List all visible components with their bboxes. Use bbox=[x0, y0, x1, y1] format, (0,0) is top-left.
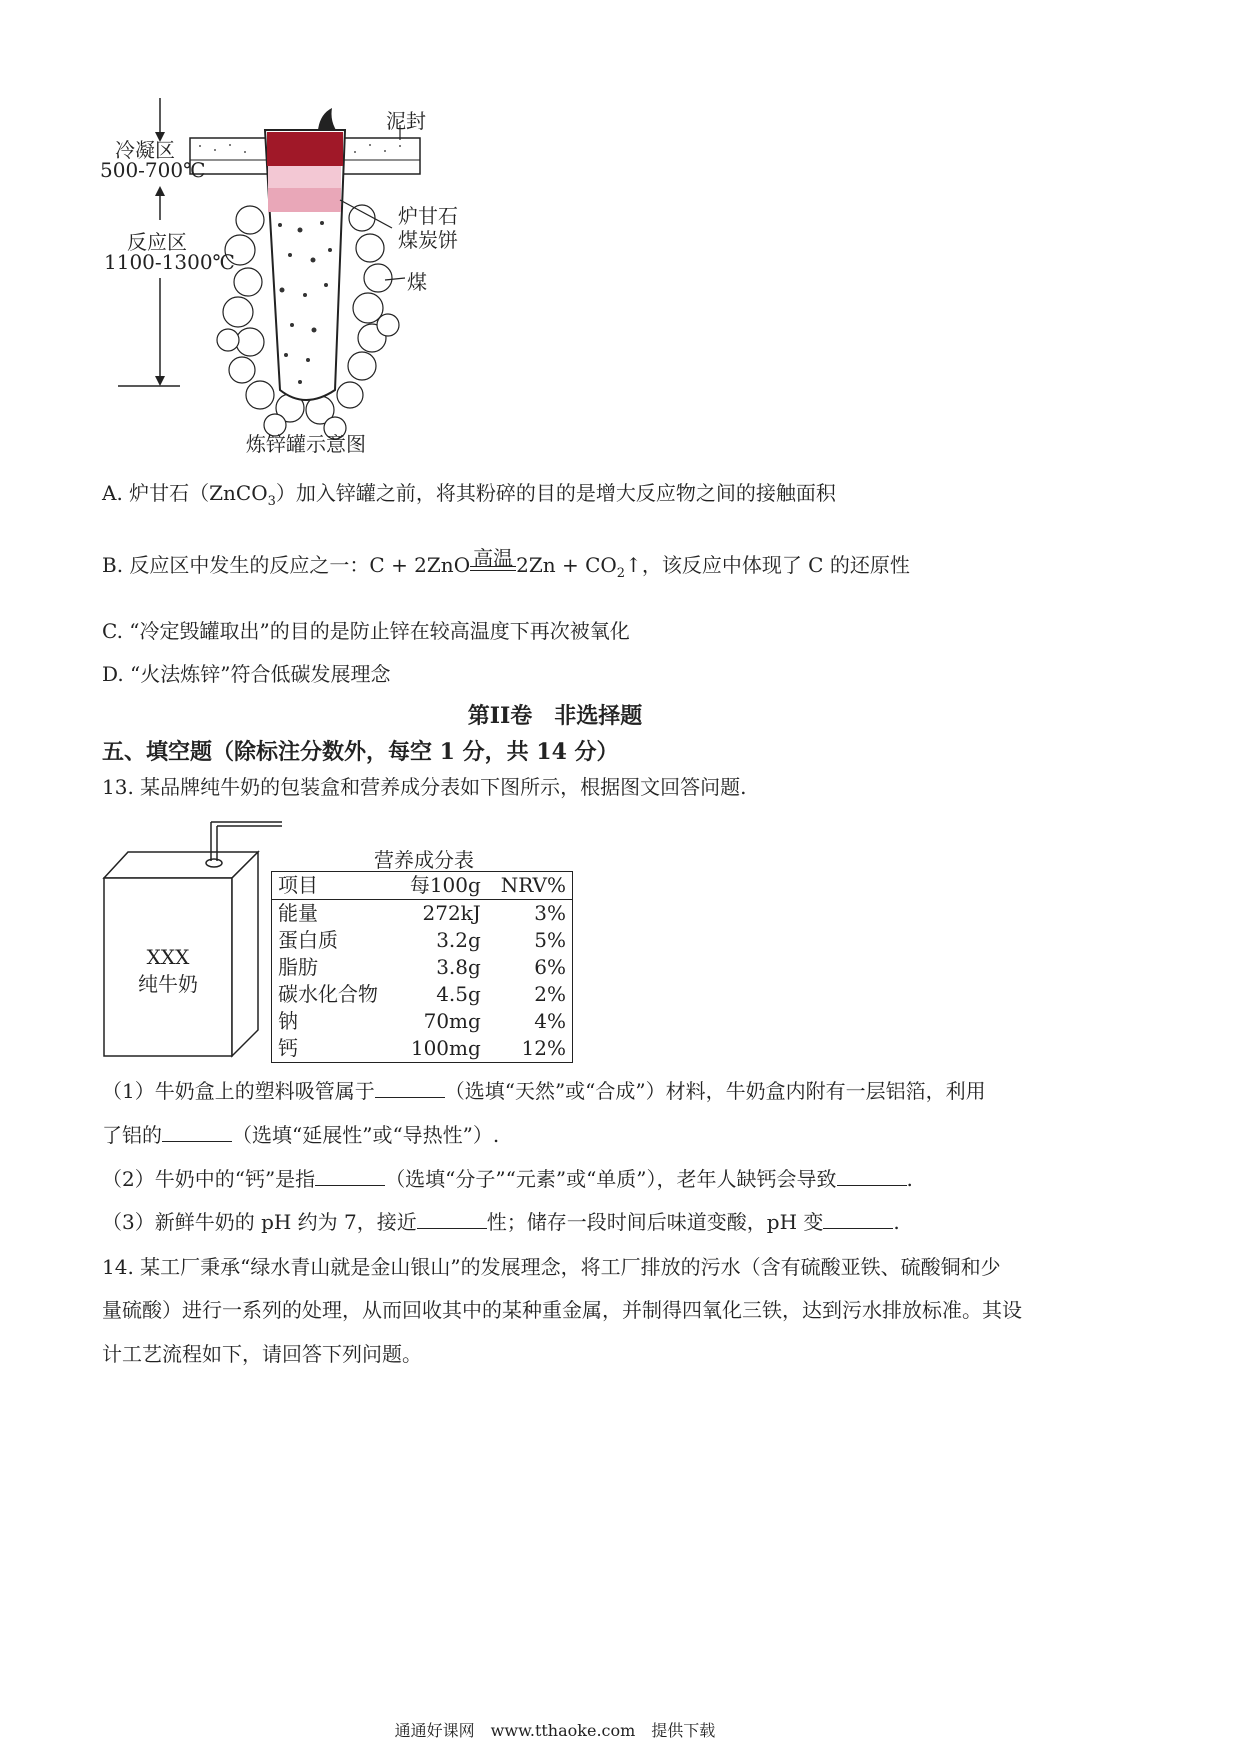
table-row bbox=[272, 954, 572, 981]
table-row bbox=[272, 900, 572, 927]
option-d: D. “火法炼锌”符合低碳发展理念 bbox=[102, 662, 391, 686]
answer-blank[interactable] bbox=[837, 1167, 907, 1186]
row-name: 碳水化合物 bbox=[278, 982, 378, 1006]
q14-line1: 14. 某工厂秉承“绿水青山就是金山银山”的发展理念，将工厂排放的污水（含有硫酸亚铁、硫酸铜和少 bbox=[102, 1255, 1001, 1279]
label-coal: 煤 bbox=[407, 270, 427, 294]
label-ore: 炉甘石 bbox=[398, 204, 458, 228]
row-nrv: 5% bbox=[534, 928, 566, 952]
label-seal: 泥封 bbox=[386, 109, 426, 133]
nutrition-table bbox=[271, 871, 573, 1063]
q13-part3: （3）新鲜牛奶的 pH 约为 7，接近 性；储存一段时间后味道变酸，pH 变 . bbox=[102, 1210, 900, 1234]
row-name: 蛋白质 bbox=[278, 928, 338, 952]
row-nrv: 6% bbox=[534, 955, 566, 979]
row-per100g: 100mg bbox=[410, 1036, 481, 1060]
answer-blank[interactable] bbox=[823, 1210, 893, 1229]
table-row bbox=[272, 981, 572, 1008]
label-condense-temp: 500-700℃ bbox=[100, 158, 206, 182]
row-per100g: 70mg bbox=[423, 1009, 481, 1033]
q14-line2: 量硫酸）进行一系列的处理，从而回收其中的某种重金属，并制得四氧化三铁，达到污水排放标准。其设 bbox=[102, 1298, 1022, 1322]
section-title: 第II卷 非选择题 bbox=[467, 703, 643, 729]
table-header-row bbox=[272, 872, 572, 900]
row-per100g: 3.2g bbox=[436, 928, 481, 952]
table-row bbox=[272, 1035, 572, 1062]
label-reaction-temp: 1100-1300℃ bbox=[104, 250, 235, 274]
reaction-condition: 高温 bbox=[473, 546, 514, 570]
q14-line3: 计工艺流程如下，请回答下列问题。 bbox=[102, 1342, 422, 1366]
answer-blank[interactable] bbox=[375, 1079, 445, 1098]
header-nrv: NRV% bbox=[500, 873, 566, 897]
q13-part2: （2）牛奶中的“钙”是指 （选填“分子”“元素”或“单质”），老年人缺钙会导致 . bbox=[102, 1167, 913, 1191]
answer-blank[interactable] bbox=[315, 1167, 385, 1186]
q13-part1-line2: 了铝的 （选填“延展性”或“导热性”）. bbox=[102, 1123, 500, 1147]
figure-caption: 炼锌罐示意图 bbox=[246, 432, 366, 456]
option-c: C. “冷定毁罐取出”的目的是防止锌在较高温度下再次被氧化 bbox=[102, 619, 630, 643]
page-footer: 通通好课网 www.tthaoke.com 提供下载 bbox=[394, 1721, 716, 1740]
row-per100g: 4.5g bbox=[436, 982, 481, 1006]
row-nrv: 2% bbox=[534, 982, 566, 1006]
row-nrv: 4% bbox=[534, 1009, 566, 1033]
row-name: 脂肪 bbox=[278, 955, 318, 979]
header-per100g: 每100g bbox=[409, 873, 481, 897]
row-per100g: 272kJ bbox=[422, 901, 481, 925]
answer-blank[interactable] bbox=[417, 1210, 487, 1229]
row-name: 钙 bbox=[278, 1036, 298, 1060]
option-b: B. 反应区中发生的反应之一：C + 2ZnO 高温 $2Zn + CO_2↑$，该反应中体现了 C 的还原性 bbox=[102, 546, 910, 581]
label-condense-zone: 冷凝区 bbox=[115, 138, 175, 162]
milk-carton bbox=[100, 818, 290, 1063]
carton-product: 纯牛奶 bbox=[138, 972, 198, 996]
q13-part1-line1: （1）牛奶盒上的塑料吸管属于 （选填“天然”或“合成”）材料，牛奶盒内附有一层铝箔，利用 bbox=[102, 1079, 986, 1103]
row-nrv: 12% bbox=[521, 1036, 566, 1060]
label-coal-cake: 煤炭饼 bbox=[398, 228, 458, 252]
header-item: 项目 bbox=[278, 873, 318, 897]
row-name: 能量 bbox=[278, 901, 318, 925]
row-per100g: 3.8g bbox=[436, 955, 481, 979]
q13-stem: 13. 某品牌纯牛奶的包装盒和营养成分表如下图所示，根据图文回答问题. bbox=[102, 775, 747, 799]
answer-blank[interactable] bbox=[162, 1123, 232, 1142]
row-name: 钠 bbox=[278, 1009, 298, 1033]
label-reaction-zone: 反应区 bbox=[127, 230, 187, 254]
option-a: A. 炉甘石（ZnCO$_3$）加入锌罐之前，将其粉碎的目的是增大反应物之间的接触面积 bbox=[102, 481, 836, 509]
part-heading: 五、填空题（除标注分数外，每空 1 分，共 14 分） bbox=[102, 739, 619, 765]
nutrition-table-title: 营养成分表 bbox=[374, 848, 474, 872]
milk-carton-drawing bbox=[100, 818, 290, 1063]
table-row bbox=[272, 1008, 572, 1035]
carton-brand: XXX bbox=[146, 945, 190, 969]
table-row bbox=[272, 927, 572, 954]
row-nrv: 3% bbox=[534, 901, 566, 925]
